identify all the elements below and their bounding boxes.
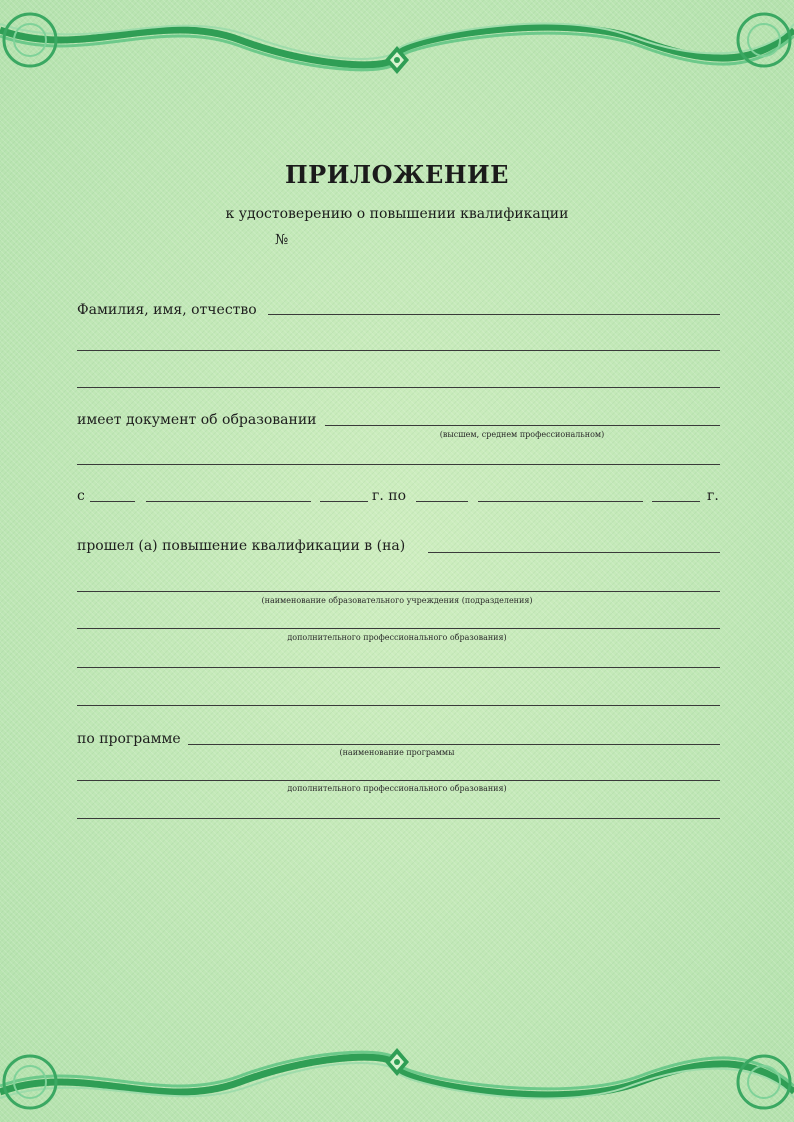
year-to-label: г. по [372,488,406,504]
program-label: по программе [77,731,181,747]
document-number-label: № [275,232,289,248]
fio-line-2[interactable] [77,350,720,351]
institution-hint-1: (наименование образовательного учреждения (подразделения) [261,596,533,605]
training-label: прошел (а) повышение квалификации в (на) [77,538,406,554]
top-ornament-border [0,0,794,90]
date-from-label: с [77,488,85,504]
date-to-month-line[interactable] [478,501,643,502]
program-hint-1: (наименование программы [339,748,455,757]
fio-label: Фамилия, имя, отчество [77,302,257,318]
year-end-label: г. [707,488,719,504]
education-line-2[interactable] [77,464,720,465]
fio-line-3[interactable] [77,387,720,388]
training-line-4[interactable] [77,667,720,668]
date-from-month-line[interactable] [146,501,311,502]
date-from-day-line[interactable] [90,501,135,502]
date-to-year-line[interactable] [652,501,700,502]
document-subtitle: к удостоверению о повышении квалификации [225,206,569,222]
document-title: ПРИЛОЖЕНИЕ [285,160,509,189]
bottom-ornament-border [0,1032,794,1122]
training-line-2[interactable] [77,591,720,592]
fio-line-1[interactable] [268,314,720,315]
education-label: имеет документ об образовании [77,412,317,428]
training-line-3[interactable] [77,628,720,629]
training-line-5[interactable] [77,705,720,706]
program-line-3[interactable] [77,818,720,819]
program-line-1[interactable] [188,744,720,745]
program-hint-2: дополнительного профессионального образования) [287,784,507,793]
date-from-year-line[interactable] [320,501,368,502]
program-line-2[interactable] [77,780,720,781]
institution-hint-2: дополнительного профессионального образования) [287,633,507,642]
date-to-day-line[interactable] [416,501,468,502]
education-line-1[interactable] [325,425,720,426]
training-line-1[interactable] [428,552,720,553]
education-hint: (высшем, среднем профессиональном) [439,430,605,439]
